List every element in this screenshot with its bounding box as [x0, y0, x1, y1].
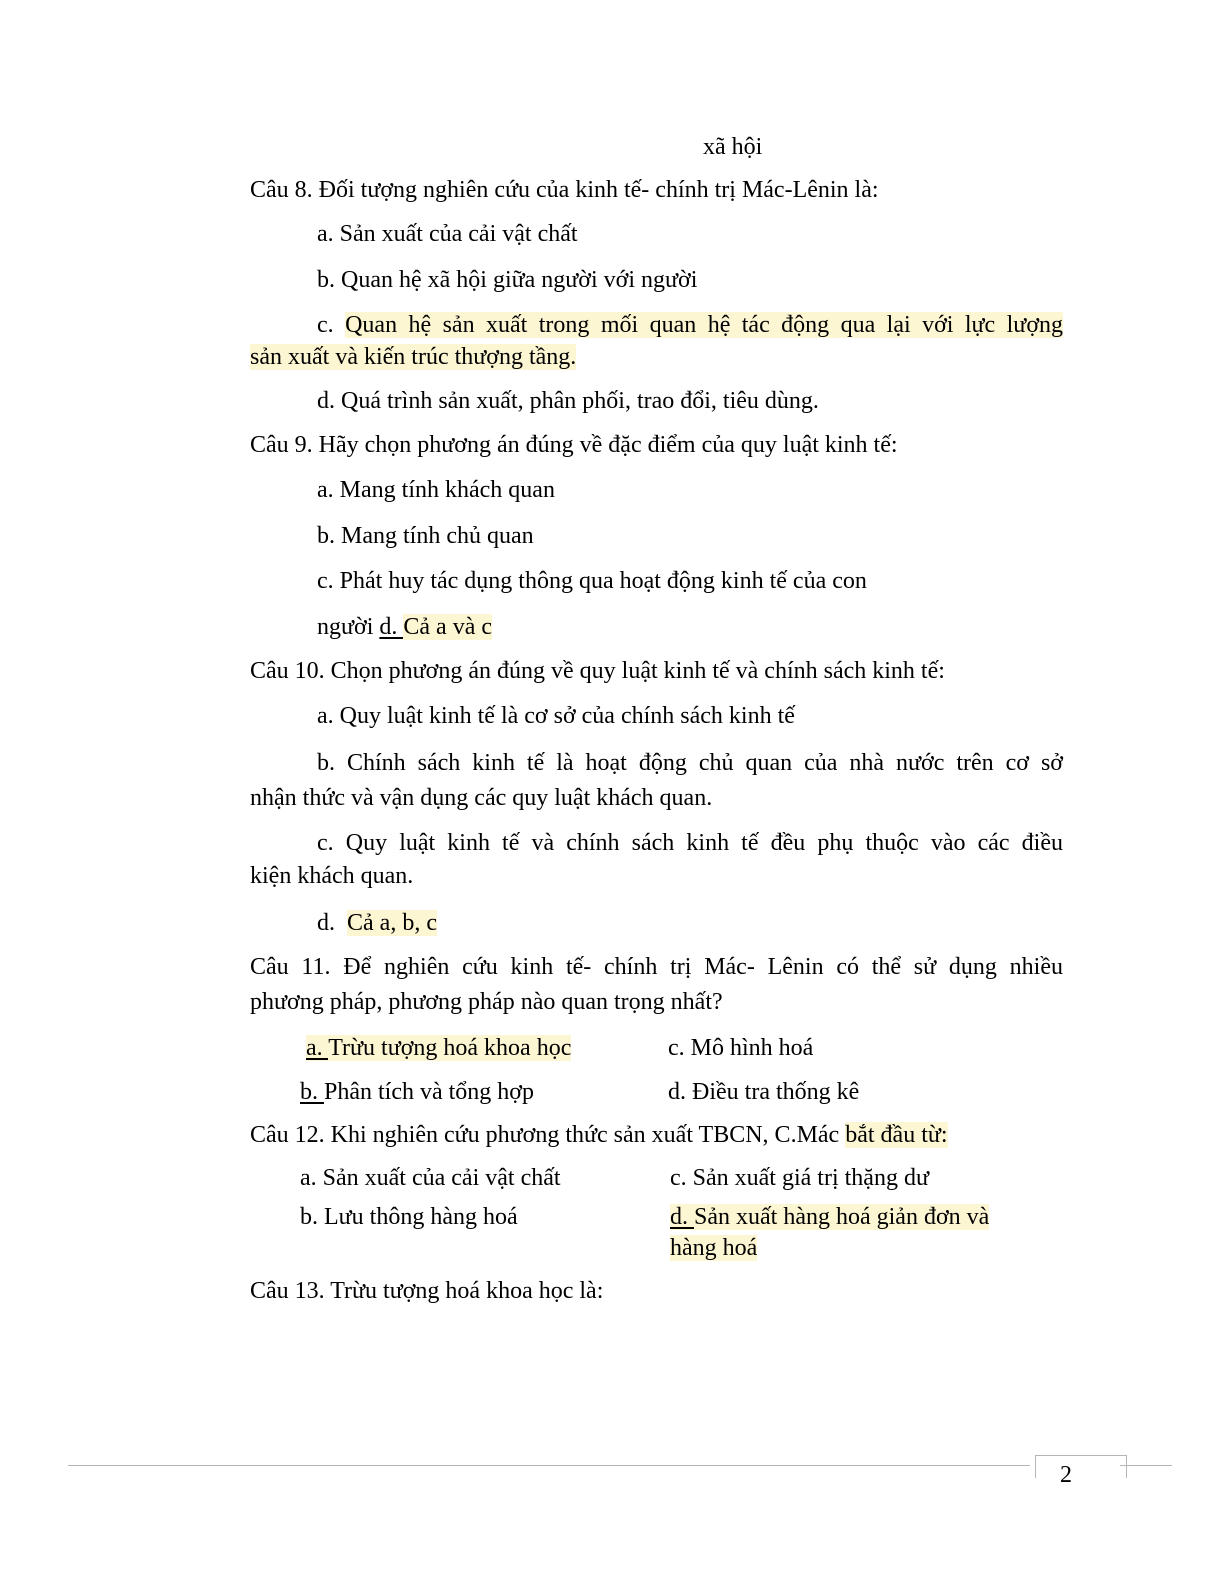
- q12-option-a: a. Sản xuất của cải vật chất: [300, 1165, 561, 1191]
- question-13: Câu 13. Trừu tượng hoá khoa học là:: [250, 1278, 604, 1304]
- footer-rule-left: [68, 1465, 1030, 1466]
- question-10: Câu 10. Chọn phương án đúng về quy luật kinh tế và chính sách kinh tế:: [250, 658, 945, 684]
- continued-text: xã hội: [703, 134, 763, 160]
- q9-option-d-letter: d.: [379, 614, 404, 640]
- question-12-text: Câu 12. Khi nghiên cứu phương thức sản xuất TBCN, C.Mác: [250, 1122, 846, 1148]
- q11-option-b-text: Phân tích và tổng hợp: [324, 1079, 534, 1105]
- q9-option-c-cont: [317, 611, 492, 643]
- q8-answer-highlight-2: sản xuất và kiến trúc thượng tầng.: [250, 344, 577, 370]
- q11-option-d: d. Điều tra thống kê: [668, 1079, 860, 1105]
- question-9: Câu 9. Hãy chọn phương án đúng về đặc điểm của quy luật kinh tế:: [250, 432, 898, 458]
- q8-option-b: b. Quan hệ xã hội giữa người với người: [317, 267, 698, 293]
- q12-option-d-line2: [670, 1232, 757, 1264]
- q12-highlight: bắt đầu từ:: [845, 1122, 948, 1148]
- page-number: 2: [1060, 1462, 1072, 1488]
- q9-option-c-end: người: [317, 614, 374, 640]
- q10-option-c-line1: c. Quy luật kinh tế và chính sách kinh tế đều phụ thuộc vào các điều: [317, 830, 1063, 856]
- question-11-line1: Câu 11. Để nghiên cứu kinh tế- chính trị Mác- Lênin có thể sử dụng nhiều: [250, 954, 1063, 980]
- q10-option-c-line2: kiện khách quan.: [250, 863, 414, 889]
- q9-answer-highlight: Cả a và c: [403, 614, 492, 640]
- q11-answer-highlight: Trừu tượng hoá khoa học: [328, 1035, 572, 1061]
- q11-option-b-letter: b.: [300, 1079, 324, 1105]
- q10-answer-highlight: Cả a, b, c: [347, 910, 437, 936]
- question-8: Câu 8. Đối tượng nghiên cứu của kinh tế- chính trị Mác-Lênin là:: [250, 177, 879, 203]
- page-number-box: [1035, 1455, 1127, 1486]
- q10-option-d: [317, 907, 437, 939]
- q10-option-b-line2: nhận thức và vận dụng các quy luật khách quan.: [250, 785, 713, 811]
- q8-option-a: a. Sản xuất của cải vật chất: [317, 221, 578, 247]
- q11-option-a-letter: a.: [306, 1035, 329, 1061]
- q9-option-c: c. Phát huy tác dụng thông qua hoạt động kinh tế của con: [317, 568, 867, 594]
- q11-option-b: [300, 1076, 534, 1108]
- question-12: [250, 1119, 948, 1151]
- q12-option-c: c. Sản xuất giá trị thặng dư: [670, 1165, 929, 1191]
- q10-option-a: a. Quy luật kinh tế là cơ sở của chính sách kinh tế: [317, 703, 795, 729]
- q10-option-d-letter: d.: [317, 910, 335, 936]
- q11-option-c: c. Mô hình hoá: [668, 1035, 814, 1061]
- q9-option-a: a. Mang tính khách quan: [317, 477, 555, 503]
- q12-option-d-letter: d.: [670, 1204, 694, 1230]
- question-11-line2: phương pháp, phương pháp nào quan trọng nhất?: [250, 989, 723, 1015]
- q9-option-b: b. Mang tính chủ quan: [317, 523, 534, 549]
- q8-option-c-line2: [250, 341, 576, 373]
- q12-option-b: b. Lưu thông hàng hoá: [300, 1204, 518, 1230]
- q8-option-c-prefix: c.: [317, 312, 346, 338]
- q12-answer-highlight: Sản xuất hàng hoá giản đơn và: [694, 1204, 990, 1230]
- footer-rule-right: [1120, 1465, 1172, 1466]
- q10-option-b-line1: b. Chính sách kinh tế là hoạt động chủ quan của nhà nước trên cơ sở: [317, 750, 1063, 776]
- q8-option-c-line1: [317, 309, 1063, 341]
- q12-option-d: [670, 1201, 989, 1233]
- q11-option-a: [306, 1032, 571, 1064]
- q12-answer-highlight-2: hàng hoá: [670, 1235, 758, 1261]
- q8-option-d: d. Quá trình sản xuất, phân phối, trao đổi, tiêu dùng.: [317, 388, 819, 414]
- q8-answer-highlight: Quan hệ sản xuất trong mối quan hệ tác động qua lại với lực lượng: [345, 312, 1064, 338]
